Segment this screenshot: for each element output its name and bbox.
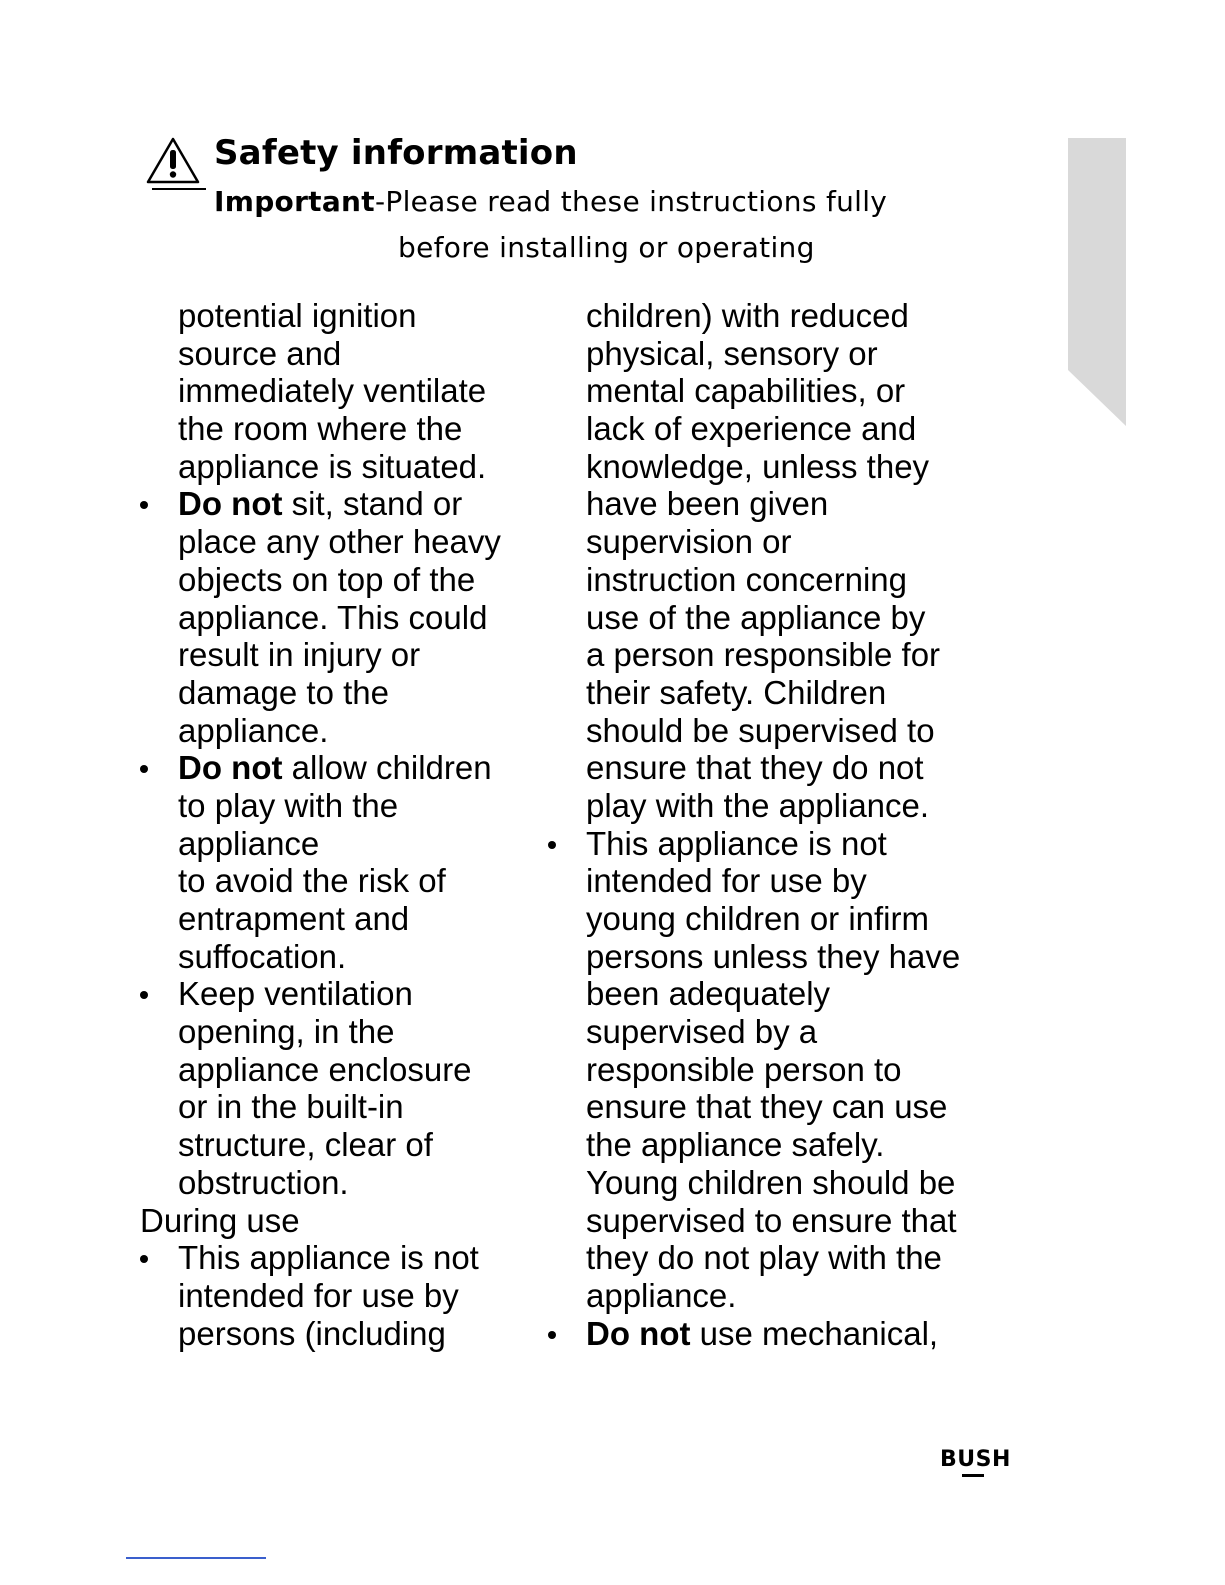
line-text: persons (including [178,1314,446,1352]
line-text: instruction concerning [586,560,908,598]
text-line [140,335,560,373]
line-text: to avoid the risk of [178,862,446,900]
page-title: Safety information [214,133,578,173]
text-line [140,975,560,1013]
line-text: suffocation. [178,937,347,975]
text-line [548,674,1018,712]
important-notice [214,179,887,225]
line-text: appliance enclosure [178,1050,472,1088]
left-column [140,297,560,1352]
bullet-icon [140,991,148,999]
line-text: use of the appliance by [586,598,926,636]
text-line [548,636,1018,674]
text-line [548,410,1018,448]
warning-triangle-icon [146,136,206,194]
line-text: appliance. [178,711,329,749]
text-line [548,1202,1018,1240]
text-line [548,938,1018,976]
line-text: responsible person to [586,1050,902,1088]
text-line [140,1088,560,1126]
text-line [140,448,560,486]
text-line [548,862,1018,900]
line-text: ensure that they can use [586,1088,948,1126]
text-line [140,862,560,900]
text-line [548,297,1018,335]
line-text: play with the appliance. [586,786,930,824]
text-line [548,485,1018,523]
text-line [140,410,560,448]
line-text: opening, in the [178,1013,395,1051]
line-text: result in injury or [178,636,421,674]
text-line [548,1239,1018,1277]
emphasis-text: Do not [178,749,283,787]
text-line [140,1126,560,1164]
text-line [548,1315,1018,1353]
line-text: place any other heavy [178,523,501,561]
text-line [140,712,560,750]
line-text: intended for use by [178,1276,459,1314]
text-line [140,599,560,637]
bottom-rule [126,1557,266,1559]
line-text: young children or infirm [586,900,929,937]
text-line [548,448,1018,486]
line-text: supervision or [586,523,792,561]
text-line [140,749,560,787]
important-text: -Please read these instructions fully [374,185,888,218]
text-line [548,561,1018,599]
line-text: obstruction. [178,1163,349,1201]
line-text: objects on top of the [178,560,476,598]
line-text: supervised by a [586,1013,818,1051]
text-line [140,1315,560,1353]
line-text: or in the built-in [178,1088,404,1126]
text-line [548,523,1018,561]
text-line [140,523,560,561]
line-text: use mechanical, [690,1314,939,1352]
text-line [548,1164,1018,1202]
text-line [140,561,560,599]
text-line [140,1239,560,1277]
line-text: source and [178,334,342,372]
text-line [140,1051,560,1089]
line-text: appliance is situated. [178,447,487,485]
line-text: sit, stand or [282,485,463,523]
text-line [140,372,560,410]
bullet-icon [140,765,148,773]
line-text: This appliance is not [586,824,887,862]
brand-logo-underline [962,1474,984,1477]
right-column [548,297,1018,1352]
bullet-icon [548,1331,556,1339]
text-line [548,1088,1018,1126]
line-text: Keep ventilation [178,975,413,1013]
line-text: potential ignition [178,297,417,334]
important-notice-line2: before installing or operating [398,231,815,264]
line-text: should be supervised to [586,711,935,749]
text-line [140,485,560,523]
emphasis-text: Do not [586,1314,691,1352]
bullet-icon [548,841,556,849]
text-line [548,825,1018,863]
text-line [548,975,1018,1013]
text-line [548,1013,1018,1051]
line-text: appliance [178,824,320,862]
text-line [140,636,560,674]
line-text: physical, sensory or [586,334,878,372]
text-line [140,1277,560,1315]
line-text: have been given [586,485,829,523]
text-line [548,749,1018,787]
brand-logo: BUSH [940,1447,1011,1472]
text-line [548,335,1018,373]
line-text: appliance. This could [178,598,488,636]
important-label: Important [214,185,375,218]
text-line [548,1051,1018,1089]
line-text: children) with reduced [586,297,909,334]
line-text: mental capabilities, or [586,372,906,410]
text-line [548,1126,1018,1164]
line-text: been adequately [586,975,831,1013]
line-text: they do not play with the [586,1239,942,1277]
line-text: Young children should be [586,1163,956,1201]
text-line [140,900,560,938]
line-text: entrapment and [178,900,410,937]
bullet-icon [140,1255,148,1263]
line-text: immediately ventilate [178,372,487,410]
line-text: appliance. [586,1276,737,1314]
line-text: intended for use by [586,862,867,900]
text-line [140,1202,560,1240]
line-text: supervised to ensure that [586,1201,957,1239]
line-text: allow children [282,749,492,787]
text-line [140,297,560,335]
emphasis-text: Do not [178,485,283,523]
line-text: ensure that they do not [586,749,924,787]
side-tab [1068,138,1126,426]
line-text: This appliance is not [178,1239,479,1277]
text-line [548,372,1018,410]
text-line [140,825,560,863]
line-text: During use [140,1201,300,1239]
bullet-icon [140,501,148,509]
line-text: lack of experience and [586,410,917,448]
text-line [140,674,560,712]
text-line [548,900,1018,938]
text-line [140,938,560,976]
text-line [548,599,1018,637]
text-line [140,787,560,825]
line-text: structure, clear of [178,1126,433,1164]
line-text: their safety. Children [586,673,887,711]
text-line [548,712,1018,750]
line-text: persons unless they have [586,937,961,975]
line-text: the appliance safely. [586,1126,885,1164]
line-text: knowledge, unless they [586,447,930,485]
line-text: the room where the [178,410,463,448]
line-text: a person responsible for [586,636,941,674]
text-line [140,1013,560,1051]
text-line [548,1277,1018,1315]
line-text: to play with the [178,786,399,824]
text-line [548,787,1018,825]
text-line [140,1164,560,1202]
line-text: damage to the [178,673,389,711]
